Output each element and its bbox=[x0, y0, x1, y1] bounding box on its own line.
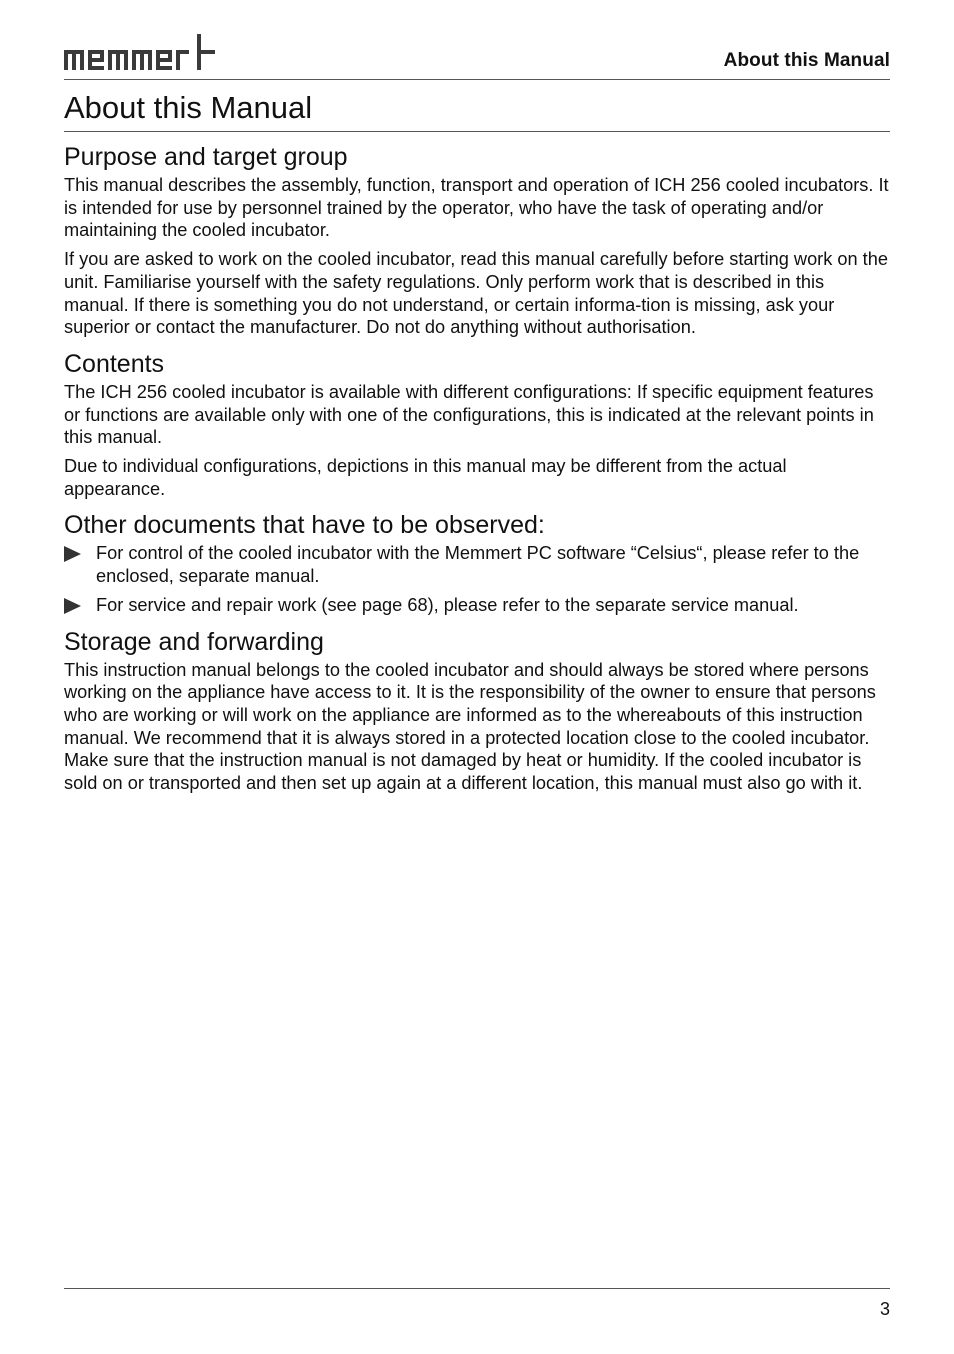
list-item bbox=[64, 594, 890, 617]
arrow-bullet-icon bbox=[64, 598, 81, 614]
page-number: 3 bbox=[879, 1299, 890, 1319]
section-heading: Storage and forwarding bbox=[64, 627, 324, 656]
section-other-documents bbox=[64, 508, 890, 616]
section-storage bbox=[64, 625, 890, 795]
section-heading: Purpose and target group bbox=[64, 143, 348, 171]
section-heading: Other documents that have to be observed: bbox=[64, 511, 545, 540]
footer-divider bbox=[64, 1288, 890, 1289]
paragraph: This manual describes the assembly, function, transport and operation of ICH 256 cooled incubators. It is intended for use by personnel trained by the operator, who have the task of operating and/or maintaining the cooled incubator. bbox=[64, 175, 889, 241]
header-section-title: About this Manual bbox=[723, 50, 890, 71]
paragraph: The ICH 256 cooled incubator is available with different configurations: If specific equipment features or functions are available only with one of the configurations, this is indicated at the relevant points in this manual. bbox=[64, 381, 874, 448]
paragraph: Due to individual configurations, depictions in this manual may be different from the actual appearance. bbox=[64, 456, 787, 499]
section-purpose bbox=[64, 140, 890, 339]
page-title: About this Manual bbox=[64, 89, 890, 132]
arrow-bullet-icon bbox=[64, 546, 81, 562]
list-item-text: For control of the cooled incubator with the Memmert PC software “Celsius“, please refer to the enclosed, separate manual. bbox=[96, 543, 860, 587]
memmert-logo bbox=[64, 32, 216, 72]
list-item-text: For service and repair work (see page 68), please refer to the separate service manual. bbox=[96, 594, 799, 615]
paragraph: If you are asked to work on the cooled incubator, read this manual carefully before starting work on the unit. Familiarise yourself with the safety regulations. Only perform work that is described in this manual. If there is something you do not understand, or certain informa-tion is missing, ask your superior or contact the manufacturer. Do not do anything without authorisation. bbox=[64, 249, 888, 338]
section-heading: Contents bbox=[64, 349, 165, 378]
list-item bbox=[64, 542, 890, 587]
paragraph: This instruction manual belongs to the cooled incubator and should always be stored where persons working on the appliance have access to it. It is the responsibility of the owner to ensure that persons who are working or will work on the appliance are informed as to the whereabouts of this instruction manual. We recommend that it is always stored in a protected location close to the cooled incubator. Make sure that the instruction manual is not damaged by heat or humidity. If the cooled incubator is sold on or transported and then set up again at a different location, this manual must also go with it. bbox=[64, 659, 876, 794]
main-content bbox=[64, 140, 890, 803]
bullet-list bbox=[64, 542, 890, 616]
section-contents bbox=[64, 347, 890, 501]
page-header bbox=[64, 30, 890, 80]
